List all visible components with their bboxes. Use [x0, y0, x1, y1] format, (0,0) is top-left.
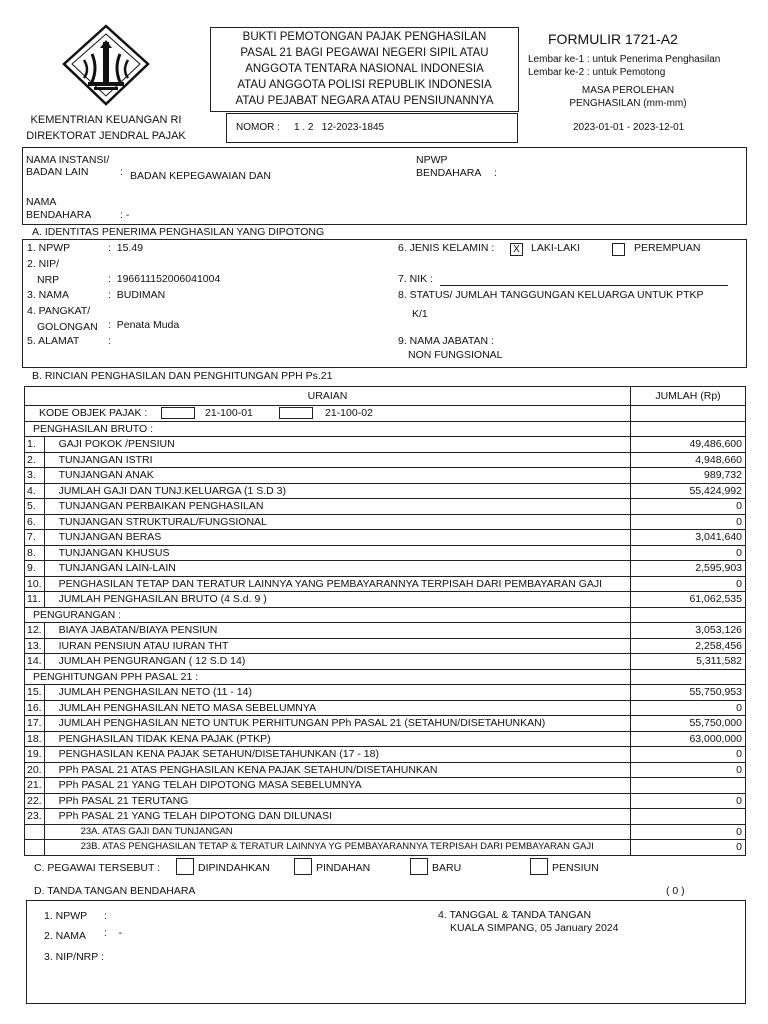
table-row	[25, 700, 746, 716]
row-amount: 61,062,535	[631, 592, 746, 608]
row-number: 16.	[25, 700, 45, 716]
row-number: 13.	[25, 638, 45, 654]
pangkat-value: : Penata Muda	[108, 319, 180, 331]
row-amount: 0	[631, 824, 746, 840]
row-amount	[631, 778, 746, 794]
kode-1-checkbox[interactable]	[161, 407, 195, 419]
table-row	[25, 793, 746, 809]
nik-underline	[440, 285, 728, 286]
row-amount: 989,732	[631, 468, 746, 484]
row-amount: 0	[631, 747, 746, 763]
row-number: 9.	[25, 561, 45, 577]
row-amount: 2,595,903	[631, 561, 746, 577]
row-amount: 3,053,126	[631, 623, 746, 639]
table-row	[25, 545, 746, 561]
section-a-box	[22, 239, 747, 368]
row-label: 23A. ATAS GAJI DAN TUNJANGAN	[44, 824, 630, 840]
d-nama-value: : -	[104, 927, 123, 939]
row-number: 15.	[25, 685, 45, 701]
row-number: 23.	[25, 809, 45, 825]
dipindahkan-label: DIPINDAHKAN	[198, 862, 270, 874]
penghitungan-header-row	[25, 669, 746, 685]
nama-bendahara-value: : -	[120, 209, 130, 221]
row-amount: 0	[631, 514, 746, 530]
row-label: TUNJANGAN ISTRI	[44, 452, 630, 468]
nama-instansi-label: NAMA INSTANSI/ BADAN LAIN	[26, 154, 110, 178]
row-amount: 0	[631, 576, 746, 592]
row-amount: 55,750,000	[631, 716, 746, 732]
row-label: TUNJANGAN STRUKTURAL/FUNGSIONAL	[44, 514, 630, 530]
row-amount: 55,750,953	[631, 685, 746, 701]
masa-perolehan-value: 2023-01-01 - 2023-12-01	[573, 122, 685, 133]
d-tanggal-value: KUALA SIMPANG, 05 January 2024	[450, 922, 619, 934]
row-label: TUNJANGAN LAIN-LAIN	[44, 561, 630, 577]
d-npwp-label: 1. NPWP	[44, 910, 88, 922]
row-number: 22.	[25, 793, 45, 809]
bruto-header: PENGHASILAN BRUTO :	[25, 421, 631, 437]
row-number	[25, 824, 45, 840]
section-d-title: D. TANDA TANGAN BENDAHARA	[34, 885, 196, 897]
row-number: 18.	[25, 731, 45, 747]
row-label: PENGHASILAN TIDAK KENA PAJAK (PTKP)	[44, 731, 630, 747]
d-nip-label: 3. NIP/NRP :	[44, 951, 104, 963]
table-row	[25, 576, 746, 592]
row-amount: 63,000,000	[631, 731, 746, 747]
row-number: 20.	[25, 762, 45, 778]
row-amount	[631, 809, 746, 825]
row-label: 23B. ATAS PENGHASILAN TETAP & TERATUR LAINNYA YG PEMBAYARANNYA TERPISAH DARI PEMBAYARAN GAJI	[44, 840, 630, 856]
npwp-bendahara-label: NPWP BENDAHARA	[416, 154, 482, 179]
table-row	[25, 514, 746, 530]
penghitungan-header: PENGHITUNGAN PPH PASAL 21 :	[25, 669, 631, 685]
table-row	[25, 530, 746, 546]
ministry-name: KEMENTRIAN KEUANGAN RI DIREKTORAT JENDRAL PAJAK	[26, 114, 186, 142]
npwp-bendahara-colon: :	[494, 167, 497, 179]
kode-2-value: 21-100-02	[325, 407, 373, 420]
table-row	[25, 561, 746, 577]
row-number: 21.	[25, 778, 45, 794]
row-amount: 55,424,992	[631, 483, 746, 499]
pensiun-label: PENSIUN	[552, 862, 599, 874]
jabatan-label: 9. NAMA JABATAN :	[398, 335, 494, 347]
section-a-title: A. IDENTITAS PENERIMA PENGHASILAN YANG DIPOTONG	[32, 226, 325, 238]
nik-label: 7. NIK :	[398, 273, 434, 285]
table-row	[25, 809, 746, 825]
kode-objek-label: KODE OBJEK PAJAK :	[39, 407, 148, 420]
rincian-table	[24, 386, 746, 856]
lembar-2: Lembar ke-2 : untuk Pemotong	[528, 67, 666, 78]
pensiun-checkbox[interactable]	[530, 858, 548, 875]
row-label: PPh PASAL 21 YANG TELAH DIPOTONG DAN DILUNASI	[44, 809, 630, 825]
npwp-value: : 15.49	[108, 242, 144, 254]
col-uraian: URAIAN	[25, 387, 631, 406]
row-amount: 0	[631, 499, 746, 515]
jabatan-value: NON FUNGSIONAL	[408, 349, 503, 361]
nama-instansi-value: BADAN KEPEGAWAIAN DAN	[130, 170, 272, 182]
jenis-kelamin-label: 6. JENIS KELAMIN :	[398, 242, 495, 254]
table-row	[25, 747, 746, 763]
nama-value: : BUDIMAN	[108, 289, 166, 301]
table-row	[25, 592, 746, 608]
jk-laki-checkbox[interactable]: X	[510, 243, 523, 256]
kode-1-value: 21-100-01	[205, 407, 253, 420]
table-row	[25, 452, 746, 468]
row-number	[25, 840, 45, 856]
nama-label: 3. NAMA	[27, 289, 70, 301]
row-number: 3.	[25, 468, 45, 484]
row-amount: 49,486,600	[631, 437, 746, 453]
nomor-label: NOMOR :	[236, 122, 280, 133]
row-number: 11.	[25, 592, 45, 608]
masa-perolehan-label: MASA PEROLEHAN PENGHASILAN (mm-mm)	[569, 85, 687, 109]
table-row	[25, 654, 746, 670]
table-row	[25, 716, 746, 732]
row-number: 5.	[25, 499, 45, 515]
row-label: PENGHASILAN KENA PAJAK SETAHUN/DISETAHUNKAN (17 - 18)	[44, 747, 630, 763]
row-amount: 0	[631, 762, 746, 778]
status-value: K/1	[412, 308, 428, 320]
row-label: JUMLAH PENGHASILAN NETO UNTUK PERHITUNGAN PPh PASAL 21 (SETAHUN/DISETAHUNKAN)	[44, 716, 630, 732]
row-label: IURAN PENSIUN ATAU IURAN THT	[44, 638, 630, 654]
row-label: JUMLAH PENGHASILAN BRUTO (4 S.d. 9 )	[44, 592, 630, 608]
row-number: 17.	[25, 716, 45, 732]
jk-perempuan-label: PEREMPUAN	[634, 242, 701, 254]
form-title: BUKTI PEMOTONGAN PAJAK PENGHASILAN PASAL 21 BAGI PEGAWAI NEGERI SIPIL ATAU ANGGOTA TENTARA NASIONAL INDONESIA ATAU ANGGOTA POLISI REPUBLIK INDONESIA ATAU PEJABAT NEGARA ATAU PENSIUNANNYA	[235, 31, 494, 107]
jk-perempuan-checkbox[interactable]	[612, 243, 625, 256]
bruto-header-row	[25, 421, 746, 437]
row-label: TUNJANGAN KHUSUS	[44, 545, 630, 561]
lembar-1: Lembar ke-1 : untuk Penerima Penghasilan	[528, 54, 721, 65]
row-amount: 0	[631, 700, 746, 716]
row-label: TUNJANGAN PERBAIKAN PENGHASILAN	[44, 499, 630, 515]
baru-checkbox[interactable]	[410, 858, 428, 875]
pengurangan-header: PENGURANGAN :	[25, 607, 631, 623]
row-number: 1.	[25, 437, 45, 453]
kode-objek-row	[25, 406, 746, 422]
row-number: 4.	[25, 483, 45, 499]
table-row	[25, 483, 746, 499]
row-number: 19.	[25, 747, 45, 763]
table-row	[25, 623, 746, 639]
table-row	[25, 778, 746, 794]
section-d-code: ( 0 )	[666, 885, 685, 897]
d-npwp-colon: :	[104, 910, 107, 922]
table-header-row	[25, 387, 746, 406]
jk-laki-label: LAKI-LAKI	[531, 242, 581, 254]
table-row	[25, 685, 746, 701]
alamat-value: :	[108, 335, 111, 347]
nomor-value: 1 . 2 12-2023-1845	[294, 122, 385, 133]
nip-value: : 196611152006041004	[108, 273, 221, 285]
row-amount: 5,311,582	[631, 654, 746, 670]
row-label: JUMLAH PENGHASILAN NETO (11 - 14)	[44, 685, 630, 701]
section-d-box	[26, 900, 746, 1004]
row-number: 7.	[25, 530, 45, 546]
row-amount: 3,041,640	[631, 530, 746, 546]
form-code: FORMULIR 1721-A2	[548, 31, 678, 47]
row-amount: 2,258,456	[631, 638, 746, 654]
kode-2-checkbox[interactable]	[279, 407, 313, 419]
instansi-box	[22, 147, 747, 225]
table-row	[25, 840, 746, 856]
npwp-label: 1. NPWP	[27, 242, 71, 254]
row-label: TUNJANGAN ANAK	[44, 468, 630, 484]
row-label: GAJI POKOK /PENSIUN	[44, 437, 630, 453]
d-tanggal-label: 4. TANGGAL & TANDA TANGAN	[438, 909, 592, 921]
table-row	[25, 731, 746, 747]
row-amount: 4,948,660	[631, 452, 746, 468]
d-nama-label: 2. NAMA	[44, 930, 87, 942]
pindahan-checkbox[interactable]	[294, 858, 312, 875]
table-row	[25, 824, 746, 840]
row-number: 6.	[25, 514, 45, 530]
row-amount: 0	[631, 793, 746, 809]
pindahan-label: PINDAHAN	[316, 862, 371, 874]
table-row	[25, 437, 746, 453]
row-label: PENGHASILAN TETAP DAN TERATUR LAINNYA YANG PEMBAYARANNYA TERPISAH DARI PEMBAYARAN GAJI	[44, 576, 630, 592]
pangkat-label: 4. PANGKAT/ GOLONGAN	[27, 305, 98, 333]
table-row	[25, 762, 746, 778]
row-label: JUMLAH GAJI DAN TUNJ.KELUARGA (1 S.D 3)	[44, 483, 630, 499]
row-label: JUMLAH PENGHASILAN NETO MASA SEBELUMNYA	[44, 700, 630, 716]
row-number: 14.	[25, 654, 45, 670]
alamat-label: 5. ALAMAT	[27, 335, 80, 347]
table-row	[25, 499, 746, 515]
dipindahkan-checkbox[interactable]	[176, 858, 194, 875]
row-label: PPh PASAL 21 YANG TELAH DIPOTONG MASA SEBELUMNYA	[44, 778, 630, 794]
row-label: PPh PASAL 21 TERUTANG	[44, 793, 630, 809]
table-row	[25, 638, 746, 654]
nip-label: 2. NIP/ NRP	[27, 258, 60, 286]
nama-instansi-colon: :	[120, 166, 123, 178]
col-jumlah: JUMLAH (Rp)	[631, 387, 746, 406]
baru-label: BARU	[432, 862, 462, 874]
row-amount: 0	[631, 840, 746, 856]
row-label: BIAYA JABATAN/BIAYA PENSIUN	[44, 623, 630, 639]
row-number: 12.	[25, 623, 45, 639]
pengurangan-header-row	[25, 607, 746, 623]
row-number: 2.	[25, 452, 45, 468]
row-label: PPh PASAL 21 ATAS PENGHASILAN KENA PAJAK SETAHUN/DISETAHUNKAN	[44, 762, 630, 778]
section-b-title: B. RINCIAN PENGHASILAN DAN PENGHITUNGAN PPH Ps.21	[32, 370, 333, 382]
status-label: 8. STATUS/ JUMLAH TANGGUNGAN KELUARGA UNTUK PTKP	[398, 289, 704, 301]
section-c-title: C. PEGAWAI TERSEBUT :	[34, 862, 161, 874]
nama-bendahara-label: NAMA BENDAHARA	[26, 196, 92, 221]
row-label: JUMLAH PENGURANGAN ( 12 S.D 14)	[44, 654, 630, 670]
row-number: 10.	[25, 576, 45, 592]
ministry-logo	[62, 24, 150, 106]
row-number: 8.	[25, 545, 45, 561]
table-row	[25, 468, 746, 484]
row-label: TUNJANGAN BERAS	[44, 530, 630, 546]
row-amount: 0	[631, 545, 746, 561]
